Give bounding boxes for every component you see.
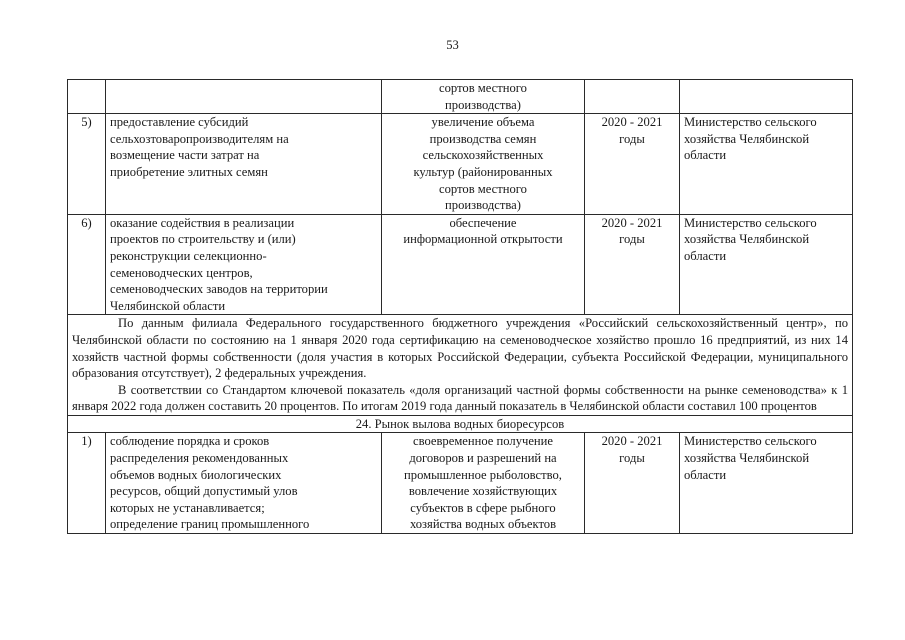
executor-line: Министерство сельского: [684, 115, 817, 130]
cell-term: [585, 114, 680, 215]
executor-line: Министерство сельского: [684, 434, 817, 449]
info-paragraph: По данным филиала Федерального государственного бюджетного учреждения «Российский сельскохозяйственный центр», по Челябинской области по состоянию на 1 января 2020 года сертификацию на семеноводческое хозяйство прошло 16 предприятий, из них 14 хозяйств частной формы собственности (доля участия в которых Российской Федерации, субъекта Российской Федерации, муниципального образования отсутствует), 2 федеральных учреждения.: [72, 316, 848, 381]
cell-term: [585, 433, 680, 534]
term-line: годы: [619, 232, 645, 247]
info-cell: [68, 315, 853, 416]
cell-result: [382, 114, 585, 215]
measure-line: ресурсов, общий допустимый улов: [110, 484, 298, 499]
cell-num: [68, 80, 106, 114]
executor-line: Министерство сельского: [684, 215, 817, 230]
measure-line: которых не устанавливается;: [110, 500, 265, 515]
executor-line: области: [684, 248, 727, 263]
term-line: 2020 - 2021: [601, 434, 663, 449]
result-line: обеспечение: [449, 215, 517, 230]
term-line: 2020 - 2021: [601, 215, 663, 230]
measure-line: проектов по строительству и (или): [110, 232, 296, 247]
measure-line: Челябинской области: [110, 298, 226, 313]
measure-line: семеноводческих заводов на территории: [110, 282, 328, 297]
result-line: сортов местного: [439, 81, 527, 95]
cell-executor: [680, 433, 853, 534]
measure-line: приобретение элитных семян: [110, 164, 268, 179]
measure-line: семеноводческих центров,: [110, 265, 253, 280]
executor-line: области: [684, 467, 727, 482]
table-row-info: [68, 315, 853, 416]
measure-line: возмещение части затрат на: [110, 148, 260, 163]
measure-line: оказание содействия в реализации: [110, 215, 295, 230]
result-line: своевременное получение: [413, 434, 553, 449]
measure-line: распределения рекомендованных: [110, 451, 289, 466]
executor-line: хозяйства Челябинской: [684, 232, 810, 247]
result-line: хозяйства водных объектов: [409, 517, 557, 532]
page-number: 53: [446, 38, 459, 52]
table-row-section: [68, 415, 853, 433]
cell-num: 1): [68, 433, 106, 534]
result-line: сортов местного: [439, 181, 527, 196]
cell-result: [382, 433, 585, 534]
measure-line: объемов водных биологических: [110, 467, 282, 482]
cell-result: [382, 214, 585, 315]
result-line: договоров и разрешений на: [409, 451, 557, 466]
cell-executor: [680, 114, 853, 215]
executor-line: хозяйства Челябинской: [684, 131, 810, 146]
result-line: вовлечение хозяйствующих: [408, 484, 558, 499]
table-row-1: [68, 433, 853, 534]
cell-term: [585, 80, 680, 114]
result-line: промышленное рыболовство,: [404, 467, 562, 482]
section-title: 24. Рынок вылова водных биоресурсов: [68, 415, 853, 433]
term-line: годы: [619, 131, 645, 146]
result-line: производства): [445, 97, 521, 112]
result-line: увеличение объема: [431, 115, 535, 130]
result-line: производства): [445, 198, 521, 213]
table-row-6: [68, 214, 853, 315]
cell-term: [585, 214, 680, 315]
result-line: культур (районированных: [413, 164, 553, 179]
info-paragraph: В соответствии со Стандартом ключевой показатель «доля организаций частной формы собственности на рынке семеноводства» к 1 января 2022 года должен составить 20 процентов. По итогам 2019 года данный показатель в Челябинской области составил 100 процентов: [72, 382, 848, 414]
cell-measure: [106, 114, 382, 215]
result-line: информационной открытости: [403, 232, 563, 247]
executor-line: хозяйства Челябинской: [684, 451, 810, 466]
cell-num: 5): [68, 114, 106, 215]
cell-measure: [106, 80, 382, 114]
result-line: производства семян: [429, 131, 537, 146]
cell-measure: [106, 214, 382, 315]
executor-line: области: [684, 148, 727, 163]
term-line: 2020 - 2021: [601, 115, 663, 130]
cell-executor: [680, 80, 853, 114]
cell-num: 6): [68, 214, 106, 315]
measure-line: реконструкции селекционно-: [110, 248, 267, 263]
cell-measure: [106, 433, 382, 534]
cell-result: [382, 80, 585, 114]
measure-line: соблюдение порядка и сроков: [110, 434, 270, 449]
result-line: сельскохозяйственных: [422, 148, 544, 163]
measure-line: сельхозтоваропроизводителям на: [110, 131, 289, 146]
table-row-continuation: [68, 80, 853, 114]
table-row-5: [68, 114, 853, 215]
cell-executor: [680, 214, 853, 315]
term-line: годы: [619, 451, 645, 466]
measure-line: предоставление субсидий: [110, 115, 249, 130]
result-line: субъектов в сфере рыбного: [410, 500, 556, 515]
measure-line: определение границ промышленного: [110, 517, 310, 532]
measures-table: [67, 79, 853, 534]
